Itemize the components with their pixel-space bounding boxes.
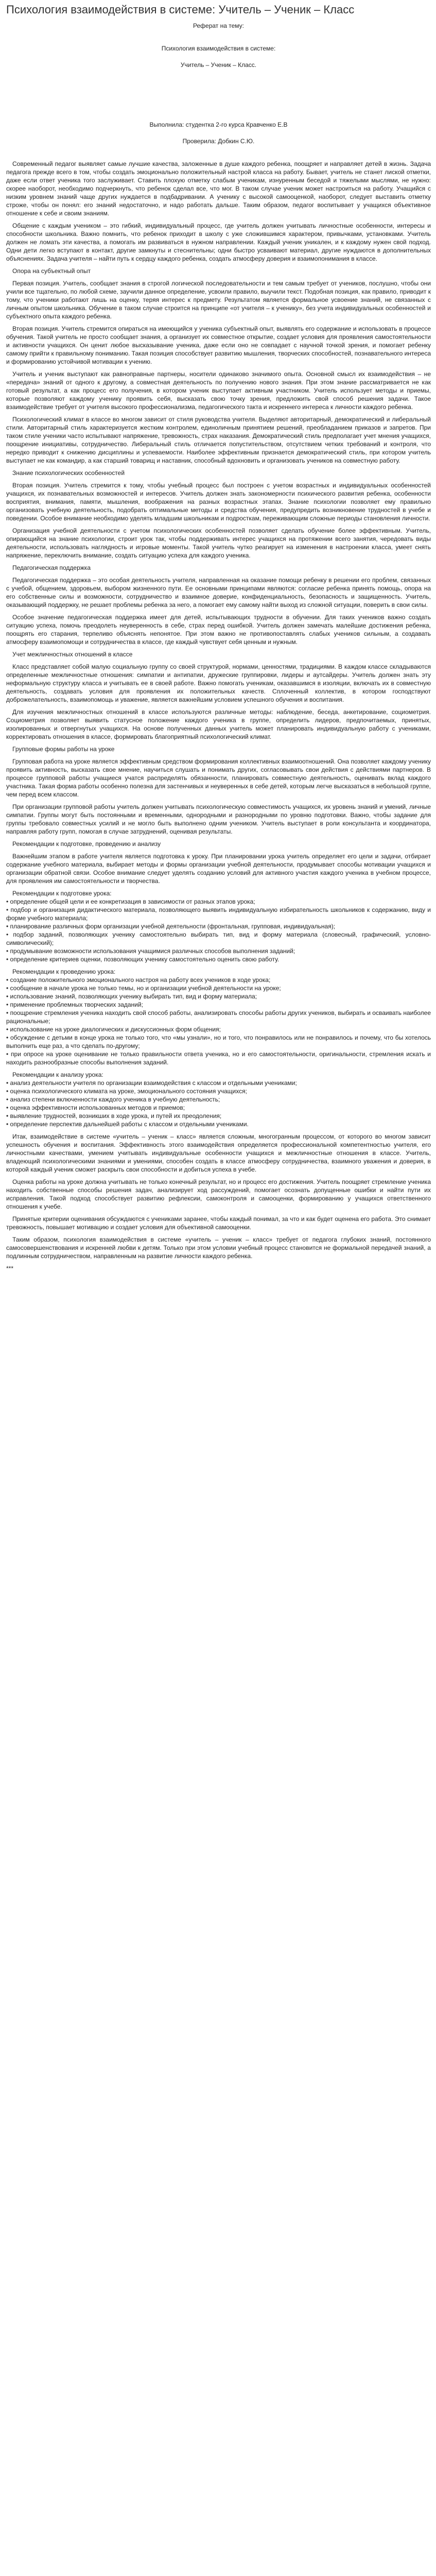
paragraph: • выявление трудностей, возникших в ходе урока, и путей их преодоления;: [6, 1112, 222, 1120]
paragraph: Педагогическая поддержка – это особая деятельность учителя, направленная на оказание помощи ребенку в решении его проблем, связанных с учебой, общением, здоровьем, выбором жизненного пути. Ее основными принципами являются: согласие ребенка принять помощь, опора на его собственные силы и возможности, сотрудничество и взаимное доверие, конфиденциальность, безопасность и защищенность. Учитель, оказывающий поддержку, не решает проблемы ребенка за него, а помогает ему самому найти выход из сложной ситуации, поверить в свои силы.: [6, 577, 431, 608]
paragraph: • анализ деятельности учителя по организации взаимодействия с классом и отдельными учениками;: [6, 1079, 297, 1087]
paragraph: Опора на субъектный опыт: [12, 267, 91, 275]
spacer: [6, 53, 431, 61]
spacer: [6, 145, 431, 160]
paragraph: Класс представляет собой малую социальную группу со своей структурой, нормами, ценностями, традициями. В каждом классе складываются определенные межличностные отношения: симпатии и антипатии, дружеские группировки, лидеры и аутсайдеры. Учитель должен знать эту неформальную структуру класса и учитывать ее в своей работе. Важно помогать ученикам, оказавшимся в изоляции, включать их в совместную деятельность, создавать условия для проявления их положительных качеств. Сплоченный коллектив, в котором господствуют доброжелательность, взаимопомощь и уважение, является важнейшим условием успешного обучения и воспитания.: [6, 663, 431, 703]
paragraph: • определение критериев оценки, позволяющих ученику самостоятельно оценить свою работу.: [6, 956, 280, 963]
paragraph: Педагогическая поддержка: [12, 564, 91, 571]
paragraph: • сообщение в начале урока не только темы, но и организации учебной деятельности на уроке;: [6, 985, 281, 992]
paragraph: Групповые формы работы на уроке: [12, 745, 115, 753]
paragraph: Учитель и ученик выступают как равноправные партнеры, носители одинаково значимого опыта. Основной смысл их взаимодействия – не «передача» знаний от одного к другому, а совместная деятельность по получению нового знания. При этом знание рассматривается не как готовый результат, а как процесс его получения, в котором ученик выступает активным участником. Учитель использует методы и приемы, которые позволяют каждому ученику проявить себя, высказать свою точку зрения, предложить свой способ решения задачи. Такое взаимодействие требует от учителя высокого профессионализма, педагогического такта и искреннего интереса к личности каждого ребенка.: [6, 370, 431, 411]
spacer: [6, 129, 431, 137]
paragraph: Знание психологических особенностей: [12, 469, 125, 477]
paragraph: • использование знаний, позволяющих ученику выбирать тип, вид и форму материала;: [6, 993, 257, 1000]
spacer: [6, 30, 431, 44]
ref-label: Реферат на тему:: [193, 22, 244, 29]
body-text: [6, 160, 431, 1260]
paragraph: Современный педагог выявляет самые лучшие качества, заложенные в душе каждого ребенка, поощряет и направляет детей в жизнь. Задача педагога прежде всего в том, чтобы создать эмоционально положительный настрой класса на работу. Бывает, учитель не станет лиской отметки, даже если ответ ученика того заслуживает. Ставить плохую отметку слабым ученикам, изнуренным беседой и тяжелыми мыслями, не нужно: скорее наоборот, необходимо подчеркнуть, что ребенок сделал все, что мог. В таком случае ученик может настроиться на работу. Учащийся с низким уровнем знаний чаще других нуждается в подбадривании. А ученику с высокой самооценкой, наоборот, следует выставить отметку строже, чтобы он понял: его знаний недостаточно, и надо работать дальше. Таким образом, педагог воспитывает у учащихся объективное отношение к себе и своим знаниям.: [6, 160, 431, 217]
paragraph: Важнейшим этапом в работе учителя является подготовка к уроку. При планировании урока учитель определяет его цели и задачи, отбирает содержание учебного материала, выбирает методы и формы организации учебной деятельности, продумывает способы мотивации учащихся и организации обратной связи. Особое внимание следует уделять созданию условий для активного участия каждого ученика в учебном процессе, для проявления им самостоятельности и творчества.: [6, 853, 431, 885]
paragraph: • при опросе на уроке оценивание не только правильности ответа ученика, но и его самостоятельности, оригинальности, стремления искать и находить разнообразные способы выполнения заданий.: [6, 1050, 431, 1066]
paragraph: Оценка работы на уроке должна учитывать не только конечный результат, но и процесс его достижения. Учитель поощряет стремление ученика находить собственные способы решения задач, анализирует ход рассуждений, помогает осознать допущенные ошибки и найти пути их исправления. Такой подход способствует развитию рефлексии, самоконтроля и самооценки, формированию у учащихся ответственного отношения к учебе.: [6, 1178, 431, 1210]
paragraph: • подбор и организация дидактического материала, позволяющего выявить индивидуальную избирательность школьников к содержанию, виду и форме учебного материала;: [6, 906, 431, 922]
topic-line-1: Психология взаимодействия в системе:: [161, 45, 276, 52]
topic-line-2: Учитель – Ученик – Класс.: [180, 61, 257, 69]
paragraph: • анализ степени включенности каждого ученика в учебную деятельность;: [6, 1096, 220, 1103]
page-title: Психология взаимодействия в системе: Учитель – Ученик – Класс: [6, 3, 355, 16]
paragraph: Групповая работа на уроке является эффективным средством формирования коллективных взаимоотношений. Она позволяет каждому ученику проявить активность, высказать свое мнение, научиться слушать и понимать других, согласовывать свои действия с действиями партнеров. В процессе групповой работы учащиеся учатся распределять обязанности, планировать совместную деятельность, оценивать вклад каждого участника. Такая форма работы особенно полезна для застенчивых и неуверенных в себе детей, которым легче высказаться в небольшой группе, чем перед всем классом.: [6, 758, 431, 798]
closing-mark: ***: [6, 1265, 14, 1272]
paragraph: Вторая позиция. Учитель стремится опираться на имеющийся у ученика субъектный опыт, выявлять его содержание и использовать в процессе обучения. Такой учитель не просто сообщает знания, а организует их совместное открытие, создает условия для проявления самостоятельности и активности учащихся. Он ценит любое высказывание ученика, даже если оно не совпадает с научной точкой зрения, и помогает ребенку самому прийти к правильному пониманию. Такая позиция способствует развитию мышления, творческих способностей, познавательного интереса и формированию устойчивой мотивации к учению.: [6, 325, 431, 365]
paragraph: • подбор заданий, позволяющих ученику самостоятельно выбирать тип, вид и форму материала (словесный, графический, условно-символический);: [6, 931, 431, 946]
paragraph: • определение общей цели и ее конкретизация в зависимости от разных этапов урока;: [6, 898, 255, 905]
paragraph: Психологический климат в классе во многом зависит от стиля руководства учителя. Выделяют авторитарный, демократический и либеральный стили. Авторитарный стиль характеризуется жестким контролем, единоличным принятием решений, преобладанием приказов и запретов. При таком стиле ученики часто испытывают напряжение, тревожность, страх наказания. Демократический стиль предполагает учет мнения учащихся, поощрение инициативы, сотрудничество. Либеральный стиль отличается попустительством, отсутствием четких требований и контроля, что нередко приводит к снижению дисциплины и успеваемости. Наиболее эффективным признается демократический стиль, при котором учитель выступает не как командир, а как старший товарищ и наставник, способный вдохновить и организовать учеников на совместную работу.: [6, 416, 431, 464]
paragraph: • применение проблемных творческих заданий;: [6, 1001, 143, 1008]
paragraph: Учет межличностных отношений в классе: [12, 651, 133, 658]
paragraph: Рекомендации к подготовке, проведению и анализу: [12, 840, 161, 848]
paragraph: Общение с каждым учеником – это гибкий, индивидуальный процесс, где учитель должен учитывать личностные особенности, интересы и способности школьника. Важно помнить, что ребенок приходит в школу с уже сложившимся характером, привычками, установками. Учитель должен не ломать эти качества, а помогать им развиваться в нужном направлении. Каждый ученик уникален, и к каждому нужен свой подход. Одни дети легко вступают в контакт, другие замкнуты и стеснительны; одни быстро усваивают материал, другие нуждаются в дополнительных объяснениях. Задача учителя – найти путь к сердцу каждого ребенка, создать атмосферу доверия и взаимопонимания в классе.: [6, 222, 431, 262]
checker-line: Проверила: Добкин С.Ю.: [182, 138, 255, 145]
spacer: [6, 69, 431, 121]
document-page: [0, 0, 436, 1273]
paragraph: Особое значение педагогическая поддержка имеет для детей, испытывающих трудности в обучении. Для таких учеников важно создать ситуацию успеха, помочь преодолеть неуверенность в себе, страх перед ошибкой. Учитель должен замечать малейшие достижения ребенка, поощрять его старания, терпеливо объяснять непонятое. При этом важно не противопоставлять слабых учеников сильным, а создавать атмосферу взаимопомощи и сотрудничества в классе, где каждый чувствует себя ценным и нужным.: [6, 614, 431, 646]
paragraph: • создание положительного эмоционального настроя на работу всех учеников в ходе урока;: [6, 976, 271, 984]
paragraph: При организации групповой работы учитель должен учитывать психологическую совместимость учащихся, их уровень знаний и умений, личные симпатии. Группы могут быть постоянными и временными, однородными и разнородными по уровню подготовки. Важно, чтобы задание для группы требовало совместных усилий и не могло быть выполнено одним учеником. Учитель выступает в роли консультанта и координатора, направляя работу групп, помогая в случае затруднений, оценивая результаты.: [6, 803, 431, 835]
paragraph: Рекомендации к подготовке урока:: [12, 890, 112, 897]
paragraph: Первая позиция. Учитель, сообщает знания в строгой логической последовательности и тем самым требует от учеников, послушно, чтобы они учили все тщательно, по любой схеме, заучили данное определение, усвоили правило, выучили текст. Подобная позиция, как правило, приводит к тому, что ученики работают лишь на оценку, теряя интерес к предмету. Результатом является формальное усвоение знаний, не связанных с личным опытом школьника. Обучение в таком случае строится на принципе «от учителя – к ученику», без учета индивидуальных особенностей и субъектного опыта каждого ребенка.: [6, 280, 431, 320]
paragraph: Таким образом, психология взаимодействия в системе «учитель – ученик – класс» требует от педагога глубоких знаний, постоянного самосовершенствования и искренней любви к детям. Только при этом условии учебный процесс становится не формальной передачей знаний, а подлинным сотрудничеством, направленным на развитие личности каждого ребенка.: [6, 1236, 431, 1260]
paragraph: Рекомендации к анализу урока:: [12, 1071, 103, 1078]
paragraph: Вторая позиция. Учитель стремится к тому, чтобы учебный процесс был построен с учетом возрастных и индивидуальных особенностей учащихся, их познавательных возможностей и интересов. Учитель должен знать закономерности психического развития ребенка, особенности восприятия, внимания, памяти, мышления, воображения на разных возрастных этапах. Знание психологии позволяет ему правильно организовать учебную деятельность, подобрать оптимальные методы и средства обучения, предупредить возникновение трудностей в учебе и поведении. Особое внимание необходимо уделять младшим школьникам и подросткам, переживающим сложные периоды становления личности.: [6, 482, 431, 522]
paragraph: • поощрение стремления ученика находить свой способ работы, анализировать способы работы других учеников, выбирать и осваивать наиболее рациональные;: [6, 1009, 431, 1025]
paragraph: Рекомендации к проведению урока:: [12, 968, 116, 975]
paragraph: Принятые критерии оценивания обсуждаются с учениками заранее, чтобы каждый понимал, за что и как будет оценена его работа. Это снимает тревожность, повышает мотивацию и создает условия для объективной самооценки.: [6, 1215, 431, 1231]
paragraph: Организация учебной деятельности с учетом психологических особенностей позволяет сделать обучение более эффективным. Учитель, опирающийся на знание психологии, строит урок так, чтобы поддерживать интерес учащихся на протяжении всего занятия, чередовать виды деятельности, использовать наглядность и игровые моменты. Такой учитель чутко реагирует на изменения в настроении класса, умеет снять напряжение, переключить внимание, создать ситуацию успеха для каждого ученика.: [6, 527, 431, 559]
paragraph: • планирование различных форм организации учебной деятельности (фронтальная, групповая, индивидуальная);: [6, 923, 336, 930]
paragraph: Итак, взаимодействие в системе «учитель – ученик – класс» является сложным, многогранным процессом, от которого во многом зависит успешность обучения и воспитания. Эффективность этого взаимодействия определяется профессиональной компетентностью учителя, его личностными качествами, умением учитывать индивидуальные особенности учащихся и межличностные отношения в классе. Учитель, владеющий психологическими знаниями и умениями, способен создать в классе атмосферу сотрудничества, взаимного уважения и доверия, в которой каждый ученик сможет раскрыть свои способности и добиться успеха в учебе.: [6, 1133, 431, 1173]
paragraph: • оценка эффективности использованных методов и приемов;: [6, 1104, 185, 1111]
author-line: Выполнила: студентка 2-го курса Кравченко Е.В: [149, 121, 288, 128]
paragraph: • продумывание возможности использования учащимися различных способов выполнения заданий;: [6, 947, 295, 955]
paragraph: • оценка психологического климата на уроке, эмоционального состояния учащихся;: [6, 1088, 247, 1095]
paragraph: Для изучения межличностных отношений в классе используются различные методы: наблюдение, беседа, анкетирование, социометрия. Социометрия позволяет выявить статусное положение каждого ученика в группе, определить лидеров, предпочитаемых, принятых, изолированных и отвергнутых учащихся. На основе полученных данных учитель может планировать индивидуальную работу с учениками, корректировать отношения в классе, формировать благоприятный психологический климат.: [6, 708, 431, 740]
paragraph: • использование на уроке диалогических и дискуссионных форм общения;: [6, 1026, 221, 1033]
paragraph: • обсуждение с детьми в конце урока не только того, что «мы узнали», но и того, что понравилось или не понравилось и почему, что бы хотелось выполнить еще раз, а что сделать по-другому;: [6, 1034, 431, 1049]
paragraph: • определение перспектив дальнейшей работы с классом и отдельными учениками.: [6, 1121, 249, 1128]
